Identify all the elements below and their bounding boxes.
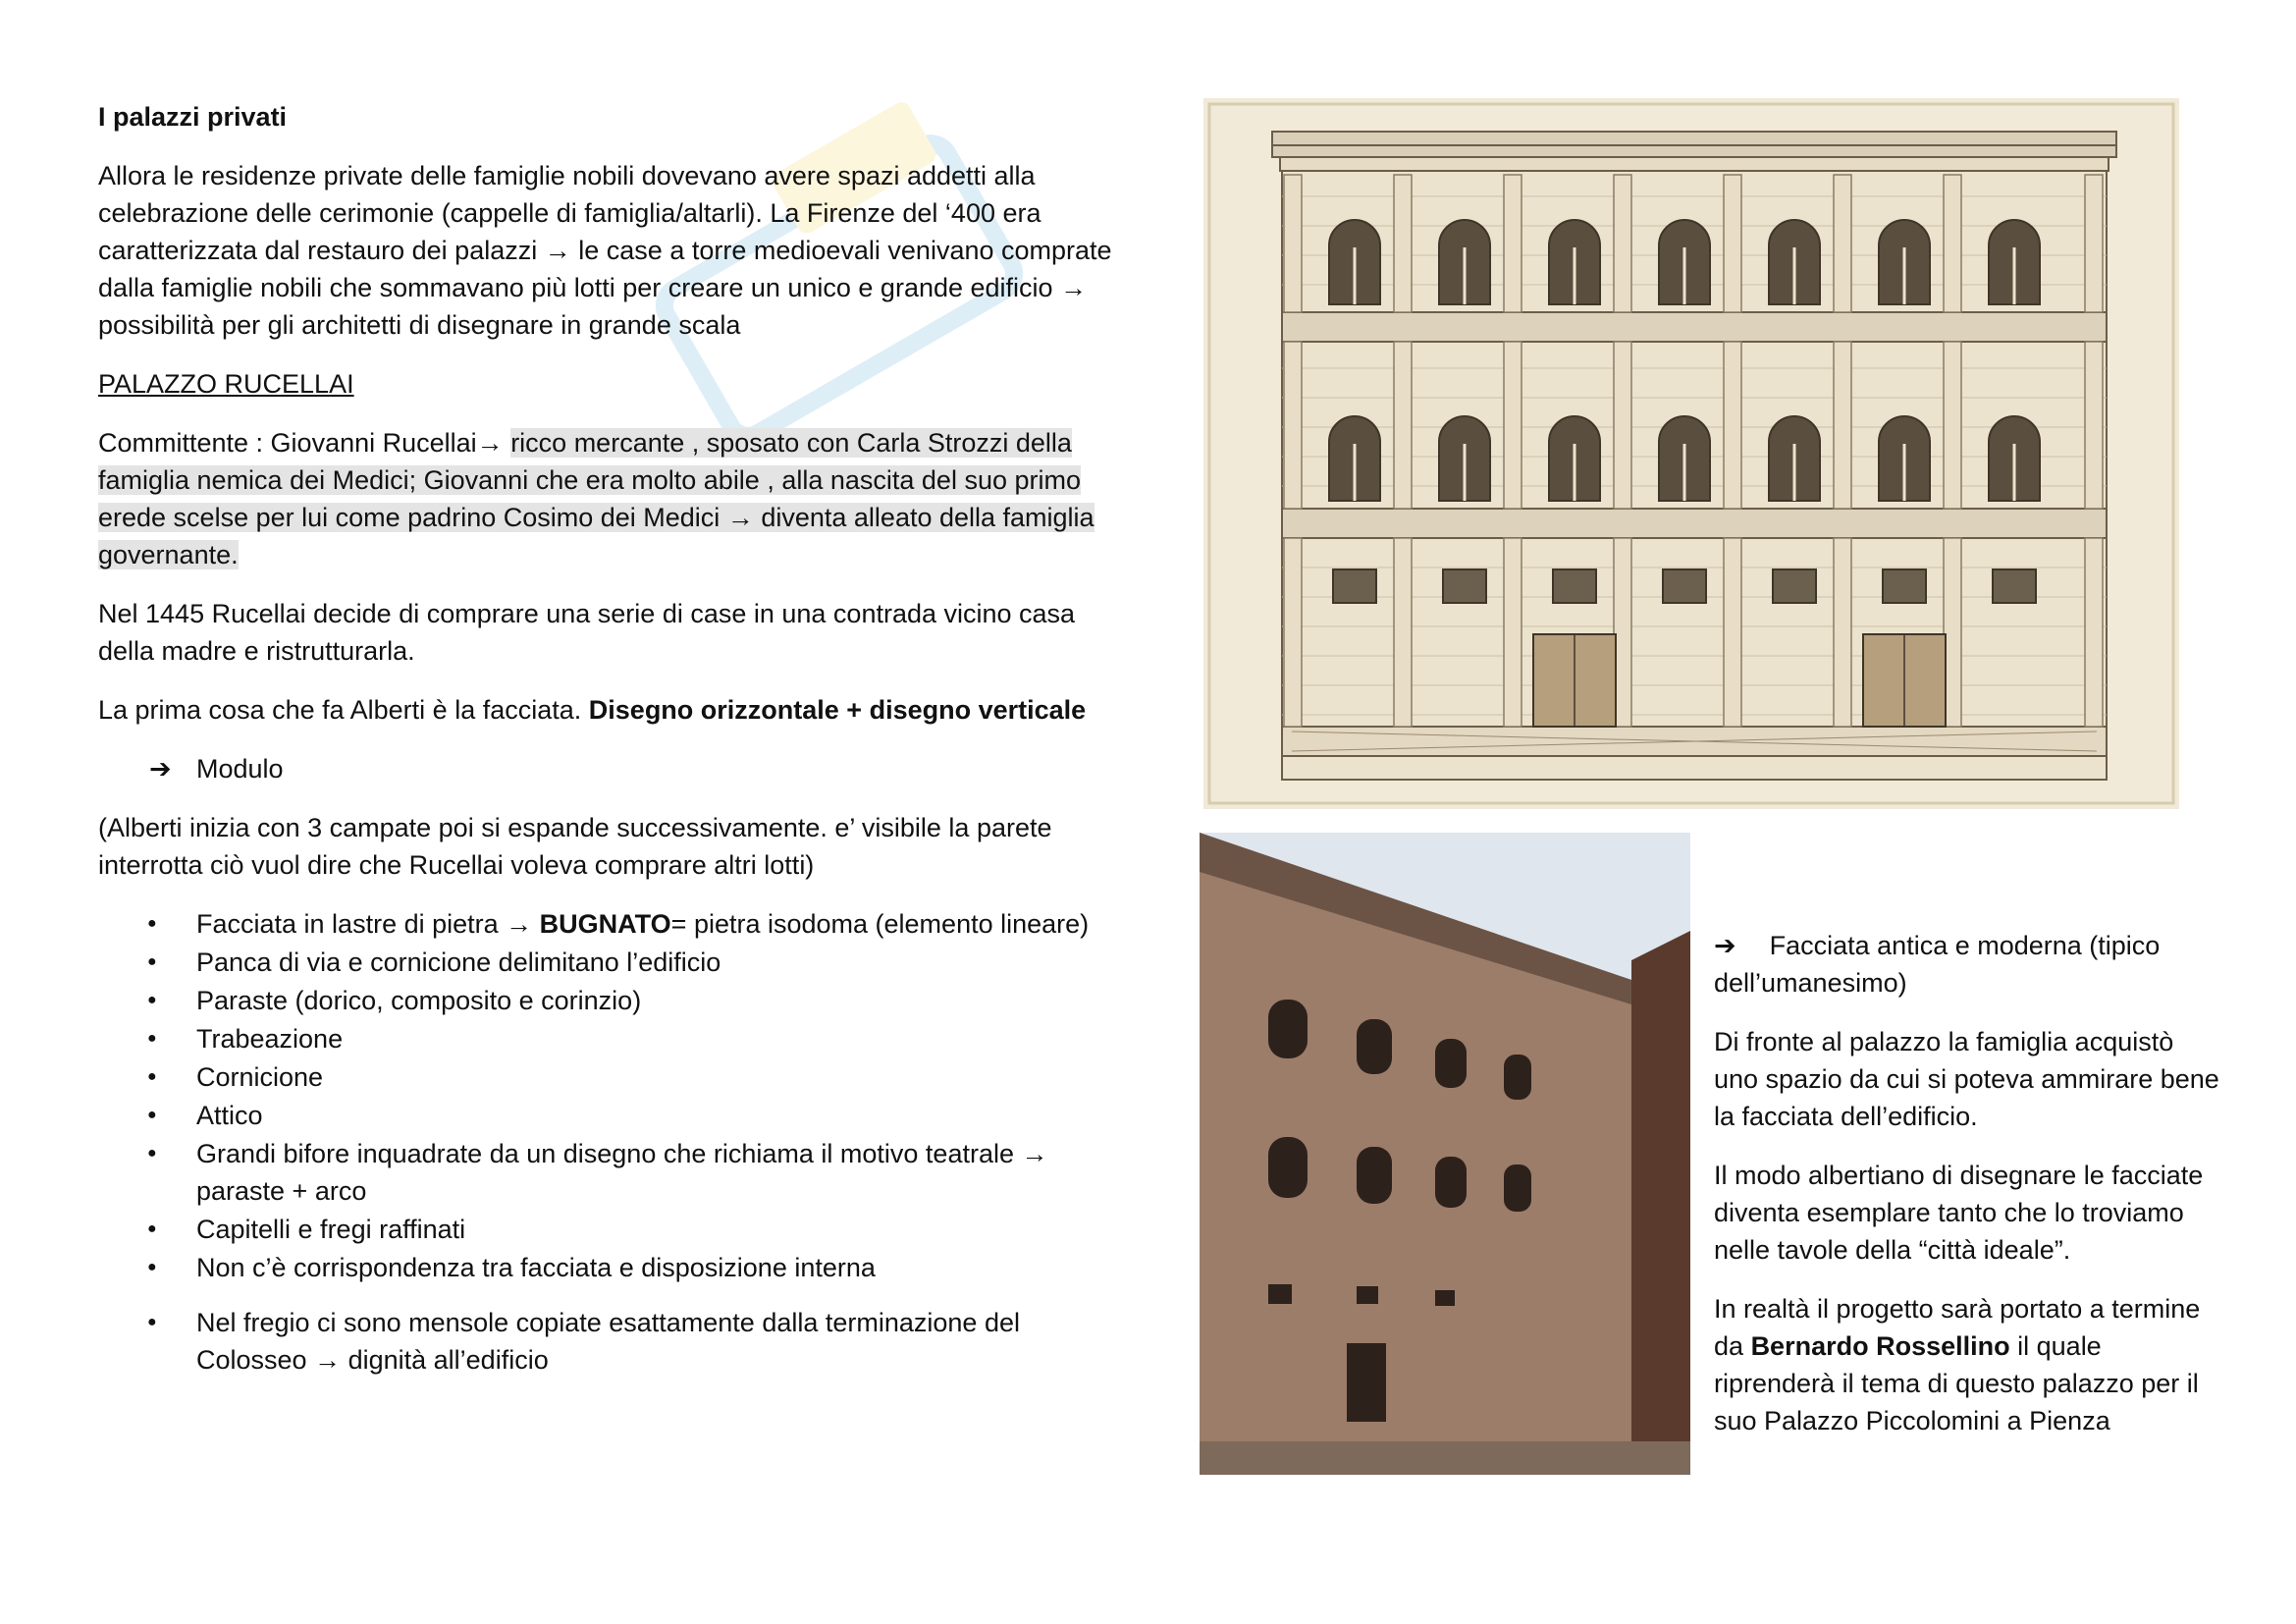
list-item: ● Facciata in lastre di pietra → BUGNATO= pietra isodoma (elemento lineare) bbox=[98, 905, 1119, 943]
list-item: ● Grandi bifore inquadrate da un disegno che richiama il motivo teatrale → paraste + arco bbox=[98, 1135, 1119, 1210]
main-text-column bbox=[98, 98, 1119, 1396]
list-item: ● Capitelli e fregi raffinati bbox=[98, 1211, 1119, 1248]
side-paragraph-2: Di fronte al palazzo la famiglia acquistò uno spazio da cui si poteva ammirare bene la facciata dell’edificio. bbox=[1714, 1027, 2219, 1131]
list-item: ● Paraste (dorico, composito e corinzio) bbox=[98, 982, 1119, 1019]
paragraph-1445: Nel 1445 Rucellai decide di comprare una serie di case in una contrada vicino casa della madre e ristrutturarla. bbox=[98, 599, 1076, 666]
facciata-paragraph: La prima cosa che fa Alberti è la facciata. Disegno orizzontale + disegno verticale bbox=[98, 695, 1087, 725]
list-item: ● Panca di via e cornicione delimitano l’edificio bbox=[98, 944, 1119, 981]
side-text-column bbox=[1714, 927, 2224, 1461]
list-item: ● Nel fregio ci sono mensole copiate esattamente dalla terminazione del Colosseo → dignità all’edificio bbox=[98, 1304, 1119, 1379]
features-list-2 bbox=[98, 1304, 1119, 1379]
arrow-icon: → bbox=[1060, 273, 1088, 302]
committente-paragraph: Committente : Giovanni Rucellai→ ricco mercante , sposato con Carla Strozzi della famiglia nemica dei Medici; Giovanni che era molto abile , alla nascita del suo primo erede scelse per lui come padrino Cosimo dei Medici → diventa alleato della famiglia governante. bbox=[98, 428, 1095, 569]
side-paragraph-1: ➔ Facciata antica e moderna (tipico dell’umanesimo) bbox=[1714, 931, 2161, 998]
facade-elevation-drawing bbox=[1203, 98, 2179, 809]
arrow-icon: → bbox=[726, 503, 754, 532]
side-paragraph-4: In realtà il progetto sarà portato a termine da Bernardo Rossellino il quale riprenderà il tema di questo palazzo per il suo Palazzo Piccolomini a Pienza bbox=[1714, 1294, 2201, 1435]
list-item: ● Trabeazione bbox=[98, 1020, 1119, 1057]
list-item: ● Cornicione bbox=[98, 1058, 1119, 1096]
section-title: PALAZZO RUCELLAI bbox=[98, 369, 354, 399]
arrow-icon: → bbox=[1021, 1139, 1048, 1168]
list-item: ● Non c’è corrispondenza tra facciata e disposizione interna bbox=[98, 1249, 1119, 1286]
side-paragraph-3: Il modo albertiano di disegnare le facciate diventa esemplare tanto che lo troviamo nelle tavole della “città ideale”. bbox=[1714, 1161, 2204, 1265]
bold-arrow-icon: ➔ bbox=[149, 754, 172, 784]
arrow-icon: → bbox=[544, 236, 571, 265]
bold-arrow-icon: ➔ bbox=[1714, 931, 1736, 960]
features-list bbox=[98, 905, 1119, 1286]
palazzo-rucellai-photo bbox=[1200, 833, 1690, 1475]
arrow-icon: → bbox=[314, 1345, 342, 1375]
modulo-line: ➔ Modulo bbox=[98, 750, 1119, 787]
list-item: ● Attico bbox=[98, 1097, 1119, 1134]
highlighted-text: ricco mercante , sposato con Carla Strozzi della famiglia nemica dei Medici; Giovanni che era molto abile , alla nascita del suo primo erede scelse per lui come padrino Cosimo dei Medici → diventa alleato della famiglia governante. bbox=[98, 428, 1095, 569]
page-heading: I palazzi privati bbox=[98, 102, 288, 132]
intro-paragraph: Allora le residenze private delle famiglie nobili dovevano avere spazi addetti alla celebrazione delle cerimonie (cappelle di famiglia/altarli). La Firenze del ‘400 era caratterizzata dal restauro dei palazzi → le case a torre medioevali venivano comprate dalla famiglie nobili che sommavano più lotti per creare un unico e grande edificio → possibilità per gli architetti di disegnare in grande scala bbox=[98, 161, 1112, 340]
arrow-icon: → bbox=[506, 909, 533, 939]
campate-paragraph: (Alberti inizia con 3 campate poi si espande successivamente. e’ visibile la parete interrotta ciò vuol dire che Rucellai voleva comprare altri lotti) bbox=[98, 813, 1052, 880]
arrow-icon: → bbox=[476, 428, 504, 458]
